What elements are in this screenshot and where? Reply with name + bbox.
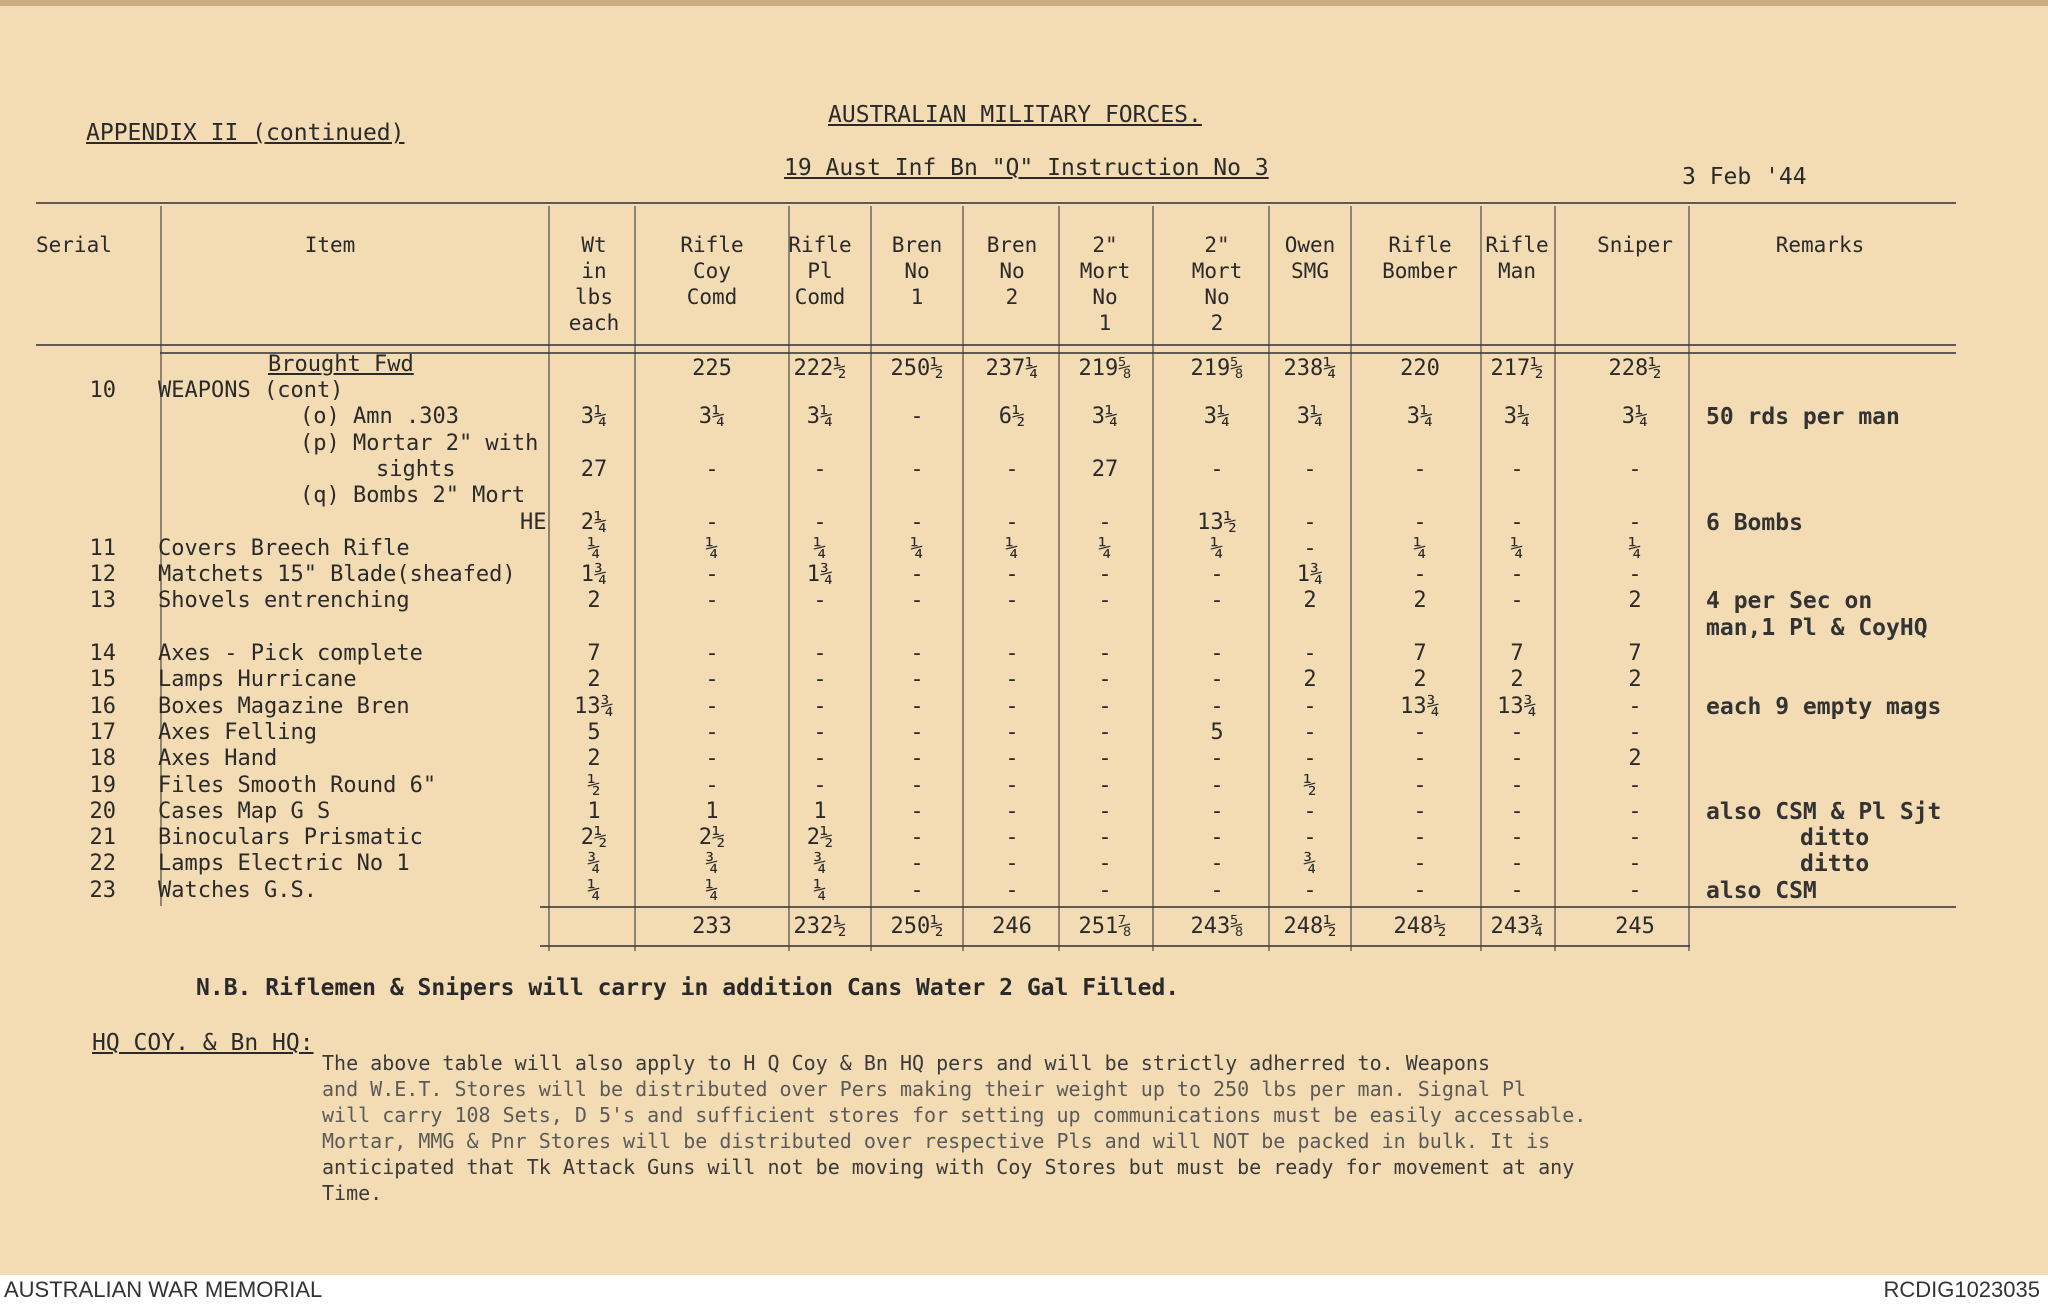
carry-value: - bbox=[1628, 851, 1642, 876]
carry-value: - bbox=[910, 404, 924, 429]
carry-value: - bbox=[910, 825, 924, 850]
total-value: 245 bbox=[1615, 914, 1655, 939]
carry-value: - bbox=[1005, 746, 1019, 771]
appendix-label: APPENDIX II (continued) bbox=[86, 120, 405, 146]
archive-name: AUSTRALIAN WAR MEMORIAL bbox=[4, 1277, 323, 1302]
carry-value: - bbox=[1413, 720, 1427, 745]
carry-value: 13¾ bbox=[1497, 694, 1537, 719]
carry-value: 2 bbox=[1303, 588, 1317, 613]
carry-value: 3¼ bbox=[1503, 404, 1531, 429]
column-divider bbox=[870, 206, 872, 951]
weight-value: 2½ bbox=[580, 825, 608, 850]
weight-value: 27 bbox=[580, 457, 608, 482]
brought-forward-value: 237¼ bbox=[985, 356, 1039, 381]
carry-value: - bbox=[1303, 878, 1317, 903]
brought-forward-value: 228½ bbox=[1608, 356, 1662, 381]
carry-value: ¼ bbox=[813, 878, 827, 903]
carry-value: - bbox=[1210, 667, 1224, 692]
brought-forward-value: 217½ bbox=[1490, 356, 1544, 381]
column-header: Rifle Bomber bbox=[1382, 233, 1458, 283]
carry-value: - bbox=[1510, 457, 1524, 482]
item-name: Files Smooth Round 6" bbox=[158, 773, 437, 798]
carry-value: - bbox=[1303, 694, 1317, 719]
total-value: 232½ bbox=[793, 914, 847, 939]
weight-value: ¾ bbox=[587, 851, 601, 876]
column-header: Remarks bbox=[1775, 233, 1865, 257]
carry-value: - bbox=[1628, 773, 1642, 798]
serial-number: 11 bbox=[89, 536, 116, 561]
carry-value: - bbox=[1098, 588, 1112, 613]
weight-value: 5 bbox=[587, 720, 601, 745]
carry-value: - bbox=[1413, 851, 1427, 876]
carry-value: 7 bbox=[1413, 641, 1427, 666]
carry-value: - bbox=[1303, 510, 1317, 535]
carry-value: - bbox=[1413, 825, 1427, 850]
carry-value: - bbox=[1413, 457, 1427, 482]
carry-value: - bbox=[705, 457, 719, 482]
carry-value: - bbox=[1628, 720, 1642, 745]
carry-value: - bbox=[1510, 562, 1524, 587]
carry-value: - bbox=[1628, 510, 1642, 535]
carry-value: 2 bbox=[1510, 667, 1524, 692]
carry-value: - bbox=[1005, 878, 1019, 903]
carry-value: - bbox=[910, 720, 924, 745]
carry-value: 2 bbox=[1413, 588, 1427, 613]
carry-value: ½ bbox=[1303, 773, 1317, 798]
serial-number: 22 bbox=[89, 851, 116, 876]
hq-line: anticipated that Tk Attack Guns will not be moving with Coy Stores but must be ready for movement at any bbox=[322, 1155, 1575, 1179]
carry-value: - bbox=[1510, 799, 1524, 824]
carry-value: - bbox=[813, 746, 827, 771]
carry-value: ¾ bbox=[813, 851, 827, 876]
carry-value: - bbox=[1210, 457, 1224, 482]
carry-value: - bbox=[910, 667, 924, 692]
weight-value: ¼ bbox=[587, 536, 601, 561]
carry-value: - bbox=[1098, 510, 1112, 535]
item-name: Cases Map G S bbox=[158, 799, 331, 824]
remark-text: 4 per Sec on bbox=[1706, 588, 1873, 614]
serial-number: 18 bbox=[89, 746, 116, 771]
carry-value: - bbox=[1303, 799, 1317, 824]
item-name: Watches G.S. bbox=[158, 878, 317, 903]
carry-value: ¼ bbox=[813, 536, 827, 561]
carry-value: - bbox=[705, 588, 719, 613]
column-header: Item bbox=[304, 233, 356, 257]
carry-value: - bbox=[813, 667, 827, 692]
carry-value: 6½ bbox=[998, 404, 1026, 429]
column-header: Serial bbox=[36, 233, 112, 257]
carry-value: - bbox=[1628, 878, 1642, 903]
brought-forward-value: 225 bbox=[692, 356, 732, 381]
carry-value: - bbox=[1005, 588, 1019, 613]
carry-value: 2 bbox=[1303, 667, 1317, 692]
carry-value: - bbox=[1413, 562, 1427, 587]
column-header: Wt in lbs each bbox=[568, 233, 620, 335]
carry-value: - bbox=[1005, 851, 1019, 876]
carry-value: - bbox=[1005, 457, 1019, 482]
carry-value: 1 bbox=[705, 799, 719, 824]
hq-heading: HQ COY. & Bn HQ: bbox=[92, 1030, 314, 1056]
carry-value: - bbox=[1005, 825, 1019, 850]
remark-text: also CSM & Pl Sjt bbox=[1706, 799, 1942, 825]
carry-value: - bbox=[1098, 562, 1112, 587]
carry-value: - bbox=[1098, 694, 1112, 719]
carry-value: - bbox=[705, 720, 719, 745]
document-subtitle: 19 Aust Inf Bn "Q" Instruction No 3 bbox=[784, 155, 1269, 181]
item-name: Lamps Electric No 1 bbox=[158, 851, 410, 876]
serial-number: 19 bbox=[89, 773, 116, 798]
item-name: Boxes Magazine Bren bbox=[158, 694, 410, 719]
total-value: 251⅞ bbox=[1078, 914, 1132, 939]
nb-note: N.B. Riflemen & Snipers will carry in addition Cans Water 2 Gal Filled. bbox=[196, 975, 1180, 1001]
weight-value: ¼ bbox=[587, 878, 601, 903]
carry-value: - bbox=[1210, 562, 1224, 587]
carry-value: - bbox=[1628, 825, 1642, 850]
carry-value: - bbox=[1005, 720, 1019, 745]
carry-value: 1¾ bbox=[1296, 562, 1324, 587]
serial-number: 17 bbox=[89, 720, 116, 745]
carry-value: - bbox=[1098, 667, 1112, 692]
item-name: Shovels entrenching bbox=[158, 588, 410, 613]
carry-value: - bbox=[1098, 851, 1112, 876]
hq-paragraph bbox=[322, 1050, 1982, 1206]
carry-value: - bbox=[1413, 746, 1427, 771]
hq-line: will carry 108 Sets, D 5's and sufficient stores for setting up communications must be easily accessable. bbox=[322, 1103, 1587, 1127]
hq-line: and W.E.T. Stores will be distributed over Pers making their weight up to 250 lbs per man. Signal Pl bbox=[322, 1077, 1527, 1101]
carry-value: - bbox=[1510, 851, 1524, 876]
item-name: Axes - Pick complete bbox=[158, 641, 423, 666]
item-name: HE bbox=[520, 510, 547, 535]
carry-value: ¼ bbox=[910, 536, 924, 561]
carry-value: 7 bbox=[1628, 641, 1642, 666]
carry-value: - bbox=[1210, 799, 1224, 824]
carry-value: - bbox=[1510, 746, 1524, 771]
item-name: Lamps Hurricane bbox=[158, 667, 357, 692]
weight-value: 2 bbox=[587, 746, 601, 771]
total-value: 243⅝ bbox=[1190, 914, 1244, 939]
serial-number: 23 bbox=[89, 878, 116, 903]
carry-value: - bbox=[1510, 773, 1524, 798]
carry-value: - bbox=[1303, 641, 1317, 666]
column-header: Bren No 2 bbox=[986, 233, 1038, 309]
carry-value: - bbox=[1628, 562, 1642, 587]
carry-value: 1¾ bbox=[806, 562, 834, 587]
column-header: 2" Mort No 1 bbox=[1079, 233, 1131, 335]
carry-value: - bbox=[1005, 694, 1019, 719]
item-name: Covers Breech Rifle bbox=[158, 536, 410, 561]
carry-value: - bbox=[1098, 878, 1112, 903]
carry-value: - bbox=[1303, 825, 1317, 850]
carry-value: - bbox=[1098, 773, 1112, 798]
document-date: 3 Feb '44 bbox=[1682, 164, 1807, 190]
brought-forward-value: 219⅝ bbox=[1078, 356, 1132, 381]
carry-value: - bbox=[813, 588, 827, 613]
serial-number: 15 bbox=[89, 667, 116, 692]
hq-line: Time. bbox=[322, 1181, 383, 1205]
carry-value: - bbox=[705, 746, 719, 771]
carry-value: - bbox=[705, 562, 719, 587]
carry-value: - bbox=[1510, 588, 1524, 613]
archive-reference: RCDIG1023035 bbox=[1883, 1277, 2040, 1302]
remark-text: also CSM bbox=[1706, 878, 1817, 904]
carry-value: ¼ bbox=[1210, 536, 1224, 561]
carry-value: - bbox=[1303, 746, 1317, 771]
carry-value: - bbox=[910, 746, 924, 771]
carry-value: - bbox=[1210, 641, 1224, 666]
carry-value: - bbox=[705, 773, 719, 798]
serial-number: 14 bbox=[89, 641, 116, 666]
remark-text: each 9 empty mags bbox=[1706, 694, 1942, 720]
total-value: 246 bbox=[992, 914, 1032, 939]
carry-value: - bbox=[1210, 746, 1224, 771]
carry-value: 13¾ bbox=[1400, 694, 1440, 719]
carry-value: 3¼ bbox=[698, 404, 726, 429]
weight-value: 2 bbox=[587, 588, 601, 613]
carry-value: - bbox=[1210, 694, 1224, 719]
remark-text: 6 Bombs bbox=[1706, 510, 1803, 536]
weight-value: 1¾ bbox=[580, 562, 608, 587]
column-divider bbox=[1350, 206, 1352, 951]
weight-value: 13¾ bbox=[574, 694, 614, 719]
carry-value: - bbox=[705, 694, 719, 719]
brought-forward-value: 238¼ bbox=[1283, 356, 1337, 381]
carry-value: - bbox=[813, 694, 827, 719]
carry-value: 2 bbox=[1628, 746, 1642, 771]
carry-value: - bbox=[813, 510, 827, 535]
carry-value: ¾ bbox=[1303, 851, 1317, 876]
column-header: Bren No 1 bbox=[891, 233, 943, 309]
serial-number: 10 bbox=[89, 378, 116, 403]
carry-value: - bbox=[1628, 799, 1642, 824]
column-header: 2" Mort No 2 bbox=[1191, 233, 1243, 335]
totals-top-rule bbox=[540, 906, 1956, 908]
carry-value: ¼ bbox=[705, 878, 719, 903]
weight-value: 7 bbox=[587, 641, 601, 666]
carry-value: ¼ bbox=[1510, 536, 1524, 561]
column-header: Owen SMG bbox=[1284, 233, 1336, 283]
carry-value: - bbox=[1413, 799, 1427, 824]
carry-value: 5 bbox=[1210, 720, 1224, 745]
carry-value: - bbox=[813, 773, 827, 798]
archive-footer bbox=[0, 1275, 2048, 1305]
item-name: sights bbox=[376, 457, 456, 482]
item-name: Matchets 15" Blade(sheafed) bbox=[158, 562, 516, 587]
carry-value: - bbox=[1210, 851, 1224, 876]
column-header: Rifle Coy Comd bbox=[680, 233, 744, 309]
brought-forward-value: 222½ bbox=[793, 356, 847, 381]
table-top-rule bbox=[36, 202, 1956, 204]
serial-number: 21 bbox=[89, 825, 116, 850]
weight-value: 3¼ bbox=[580, 404, 608, 429]
carry-value: - bbox=[1413, 510, 1427, 535]
carry-value: 2½ bbox=[698, 825, 726, 850]
carry-value: - bbox=[705, 510, 719, 535]
carry-value: - bbox=[813, 720, 827, 745]
carry-value: - bbox=[1005, 510, 1019, 535]
weight-value: 2 bbox=[587, 667, 601, 692]
carry-value: ¼ bbox=[1628, 536, 1642, 561]
total-value: 248½ bbox=[1393, 914, 1447, 939]
remark-text: 50 rds per man bbox=[1706, 404, 1900, 430]
carry-value: - bbox=[1210, 773, 1224, 798]
totals-bottom-rule bbox=[540, 945, 1690, 947]
carry-value: - bbox=[1510, 720, 1524, 745]
carry-value: - bbox=[1005, 562, 1019, 587]
column-divider bbox=[1688, 206, 1690, 951]
remark-text: man,1 Pl & CoyHQ bbox=[1706, 615, 1928, 641]
carry-value: - bbox=[1098, 746, 1112, 771]
document-title: AUSTRALIAN MILITARY FORCES. bbox=[828, 102, 1202, 128]
carry-value: ¼ bbox=[1413, 536, 1427, 561]
column-divider bbox=[962, 206, 964, 951]
carry-value: - bbox=[1303, 536, 1317, 561]
brought-forward-value: 250½ bbox=[890, 356, 944, 381]
carry-value: ¼ bbox=[1098, 536, 1112, 561]
carry-value: - bbox=[813, 457, 827, 482]
brought-forward-value: 220 bbox=[1400, 356, 1440, 381]
carry-value: - bbox=[705, 641, 719, 666]
total-value: 250½ bbox=[890, 914, 944, 939]
carry-value: 3¼ bbox=[1296, 404, 1324, 429]
carry-value: - bbox=[1510, 878, 1524, 903]
serial-number: 20 bbox=[89, 799, 116, 824]
carry-value: ¼ bbox=[705, 536, 719, 561]
column-header: Sniper bbox=[1597, 233, 1673, 257]
carry-value: - bbox=[1098, 799, 1112, 824]
carry-value: - bbox=[910, 562, 924, 587]
carry-value: 3¼ bbox=[1203, 404, 1231, 429]
carry-value: - bbox=[1005, 641, 1019, 666]
total-value: 233 bbox=[692, 914, 732, 939]
serial-number: 16 bbox=[89, 694, 116, 719]
carry-value: 7 bbox=[1510, 641, 1524, 666]
weight-value: ½ bbox=[587, 773, 601, 798]
brought-forward-label: Brought Fwd bbox=[268, 352, 414, 377]
carry-value: 27 bbox=[1091, 457, 1119, 482]
serial-number: 12 bbox=[89, 562, 116, 587]
carry-value: - bbox=[1098, 825, 1112, 850]
carry-value: 2 bbox=[1628, 667, 1642, 692]
carry-value: - bbox=[1098, 720, 1112, 745]
carry-value: 3¼ bbox=[1091, 404, 1119, 429]
serial-number: 13 bbox=[89, 588, 116, 613]
carry-value: - bbox=[1510, 825, 1524, 850]
carry-value: 13½ bbox=[1197, 510, 1237, 535]
weight-value: 1 bbox=[587, 799, 601, 824]
carry-value: - bbox=[1510, 510, 1524, 535]
carry-value: - bbox=[1005, 773, 1019, 798]
column-header: Rifle Man bbox=[1485, 233, 1549, 283]
carry-value: 2 bbox=[1628, 588, 1642, 613]
carry-value: - bbox=[910, 457, 924, 482]
carry-value: - bbox=[910, 799, 924, 824]
carry-value: - bbox=[1005, 799, 1019, 824]
carry-value: - bbox=[1303, 457, 1317, 482]
remark-text: ditto bbox=[1800, 851, 1870, 877]
carry-value: - bbox=[1628, 457, 1642, 482]
brought-forward-value: 219⅝ bbox=[1190, 356, 1244, 381]
carry-value: - bbox=[1210, 588, 1224, 613]
carry-value: ¼ bbox=[1005, 536, 1019, 561]
weight-value: 2¼ bbox=[580, 510, 608, 535]
carry-value: - bbox=[910, 510, 924, 535]
carry-value: - bbox=[1005, 667, 1019, 692]
carry-value: - bbox=[910, 588, 924, 613]
hq-line: Mortar, MMG & Pnr Stores will be distributed over respective Pls and will NOT be packed in bulk. It is bbox=[322, 1129, 1551, 1153]
carry-value: - bbox=[705, 667, 719, 692]
carry-value: - bbox=[1413, 878, 1427, 903]
item-name: Binoculars Prismatic bbox=[158, 825, 423, 850]
item-name: Axes Felling bbox=[158, 720, 317, 745]
item-name: (p) Mortar 2" with bbox=[300, 431, 539, 456]
total-value: 248½ bbox=[1283, 914, 1337, 939]
carry-value: 1 bbox=[813, 799, 827, 824]
total-value: 243¾ bbox=[1490, 914, 1544, 939]
carry-value: - bbox=[910, 694, 924, 719]
carry-value: - bbox=[910, 773, 924, 798]
carry-value: 3¼ bbox=[1621, 404, 1649, 429]
carry-value: 3¼ bbox=[1406, 404, 1434, 429]
carry-value: - bbox=[813, 641, 827, 666]
header-bottom-rule bbox=[36, 344, 1956, 346]
carry-value: - bbox=[1413, 773, 1427, 798]
carry-value: - bbox=[910, 878, 924, 903]
carry-value: - bbox=[1628, 694, 1642, 719]
carry-value: 2 bbox=[1413, 667, 1427, 692]
carry-value: - bbox=[1210, 878, 1224, 903]
carry-value: - bbox=[910, 851, 924, 876]
item-name: Axes Hand bbox=[158, 746, 278, 771]
hq-line: The above table will also apply to H Q Coy & Bn HQ pers and will be strictly adherred to. Weapons bbox=[322, 1051, 1490, 1075]
item-name: (q) Bombs 2" Mort bbox=[300, 483, 526, 508]
item-name: WEAPONS (cont) bbox=[158, 378, 344, 403]
carry-value: - bbox=[1098, 641, 1112, 666]
item-name: (o) Amn .303 bbox=[300, 404, 459, 429]
carry-value: 2½ bbox=[806, 825, 834, 850]
carry-value: - bbox=[1210, 825, 1224, 850]
remark-text: ditto bbox=[1800, 825, 1870, 851]
carry-value: - bbox=[1303, 720, 1317, 745]
carry-value: ¾ bbox=[705, 851, 719, 876]
column-header: Rifle Pl Comd bbox=[788, 233, 852, 309]
carry-value: 3¼ bbox=[806, 404, 834, 429]
carry-value: - bbox=[910, 641, 924, 666]
